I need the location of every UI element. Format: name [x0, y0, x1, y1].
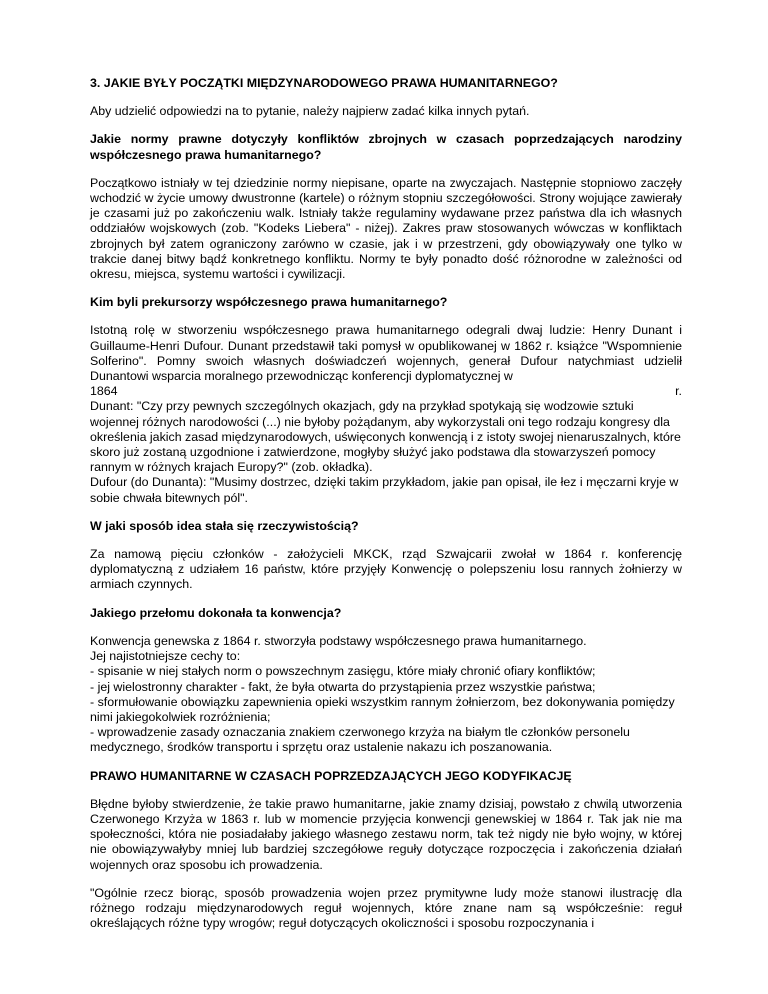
paragraph-1: Początkowo istniały w tej dziedzinie normy niepisane, oparte na zwyczajach. Następnie stopniowo zaczęły wchodzić w życie umowy dwustronne (kartele) o różnym stopniu szczegółowości. Strony wojujące zawierały je czasami już po zakończeniu walk. Istniały także regulaminy wydawane przez państwa dla ich własnych oddziałów wojskowych (zob. "Kodeks Liebera" - niżej). Zakres praw stosowanych wówczas w konfliktach zbrojnych był zatem ograniczony zarówno w czasie, jak i w przestrzeni, gdy obowiązywały one tylko w trakcie danej bitwy bądź konkretnego konfliktu. Normy te były ponadto dość różnorodne w zależności od okresu, miejsca, systemu wartości i cywilizacji.: [90, 175, 682, 282]
paragraph-2a: Istotną rolę w stworzeniu współczesnego prawa humanitarnego odegrali dwaj ludzie: Henry Dunant i Guillaume-Henri Dufour. Dunant przedstawił taki pomysł w opublikowanej w 1862 r. książce "Wspomnienie Solferino". Pomny swoich własnych doświadczeń wojennych, generał Dufour natychmiast udzielił Dunantowi wsparcia moralnego przewodnicząc konferencji dyplomatycznej w: [90, 323, 682, 384]
list-line: Jej najistotniejsze cechy to:: [90, 649, 241, 664]
question-heading-4: Jakiego przełomu dokonała ta konwencja?: [90, 605, 342, 620]
paragraph-3: Za namową pięciu członków - założycieli MKCK, rząd Szwajcarii zwołał w 1864 r. konferencję dyplomatyczną z udziałem 16 państw, które przyjęły Konwencję o polepszeniu losu rannych żołnierzy w armiach czynnych.: [90, 547, 682, 592]
document-page: [90, 76, 682, 931]
question-heading-3: W jaki sposób idea stała się rzeczywistością?: [90, 518, 359, 533]
question-heading-2: Kim byli prekursorzy współczesnego prawa humanitarnego?: [90, 295, 448, 310]
list-line: - spisanie w niej stałych norm o powszechnym zasięgu, które miały chronić ofiary konfliktów;: [90, 664, 596, 679]
document-heading: 3. JAKIE BYŁY POCZĄTKI MIĘDZYNARODOWEGO PRAWA HUMANITARNEGO?: [90, 76, 558, 90]
paragraph-4-list: [90, 634, 682, 756]
paragraph-6: "Ogólnie rzecz biorąc, sposób prowadzenia wojen przez prymitywne ludy może stanowi ilustrację dla różnego rodzaju międzynarodowych reguł wojennych, które znane nam są współcześnie: reguł określających różne typy wrogów; reguł dotyczących okoliczności i sposobu rozpoczynania i: [90, 885, 682, 931]
paragraph-5: Błędne byłoby stwierdzenie, że takie prawo humanitarne, jakie znamy dzisiaj, powstało z chwilą utworzenia Czerwonego Krzyża w 1863 r. lub w momencie przyjęcia konwencji genewskiej w 1864 r. Tak jak nie ma społeczności, która nie posiadałaby jakiego własnego zestawu norm, tak też nigdy nie było wojny, w której nie obowiązywałyby mniej lub bardziej szczegółowe reguły dotyczące rozpoczęcia i zakończenia działań wojennych oraz sposobu ich prowadzenia.: [90, 796, 682, 872]
section-heading-2: PRAWO HUMANITARNE W CZASACH POPRZEDZAJĄCYCH JEGO KODYFIKACJĘ: [90, 768, 572, 783]
list-line: - sformułowanie obowiązku zapewnienia opieki wszystkim rannym żołnierzom, bez dokonywania pomiędzy nimi jakiegokolwiek rozróżnienia;: [90, 694, 675, 724]
paragraph-2a-end: r.: [675, 384, 682, 399]
list-line: - jej wielostronny charakter - fakt, że była otwarta do przystąpienia przez wszystkie państwa;: [90, 679, 596, 694]
paragraph-2a-tail: [90, 384, 682, 399]
intro-paragraph: Aby udzielić odpowiedzi na to pytanie, należy najpierw zadać kilka innych pytań.: [90, 104, 530, 119]
list-line: - wprowadzenie zasady oznaczania znakiem czerwonego krzyża na białym tle członków personelu medycznego, środków transportu i sprzętu oraz ustalenie nakazu ich poszanowania.: [90, 725, 630, 755]
paragraph-2b: Dunant: "Czy przy pewnych szczególnych okazjach, gdy na przykład spotykają się wodzowie sztuki wojennej różnych narodowości (...) nie byłoby pożądanym, aby wykorzystali oni tego rodzaju kongresy dla określenia jakich zasad międzynarodowych, uświęconych konwencją i z istoty swojej nienaruszalnych, które skoro już zostaną uzgodnione i zatwierdzone, mogłyby służyć jako podstawa dla stowarzyszeń pomocy rannym w różnych krajach Europy?" (zob. okładka).: [90, 399, 681, 475]
paragraph-2a-year: 1864: [90, 384, 118, 399]
list-line: Konwencja genewska z 1864 r. stworzyła podstawy współczesnego prawa humanitarnego.: [90, 633, 587, 648]
paragraph-2-block: [90, 323, 682, 505]
question-heading-1: Jakie normy prawne dotyczyły konfliktów zbrojnych w czasach poprzedzających narodziny współczesnego prawa humanitarnego?: [90, 132, 682, 162]
paragraph-2c: Dufour (do Dunanta): "Musimy dostrzec, dzięki takim przykładom, jakie pan opisał, ile łez i męczarni kryje w sobie chwała bitewnych pól".: [90, 475, 679, 505]
